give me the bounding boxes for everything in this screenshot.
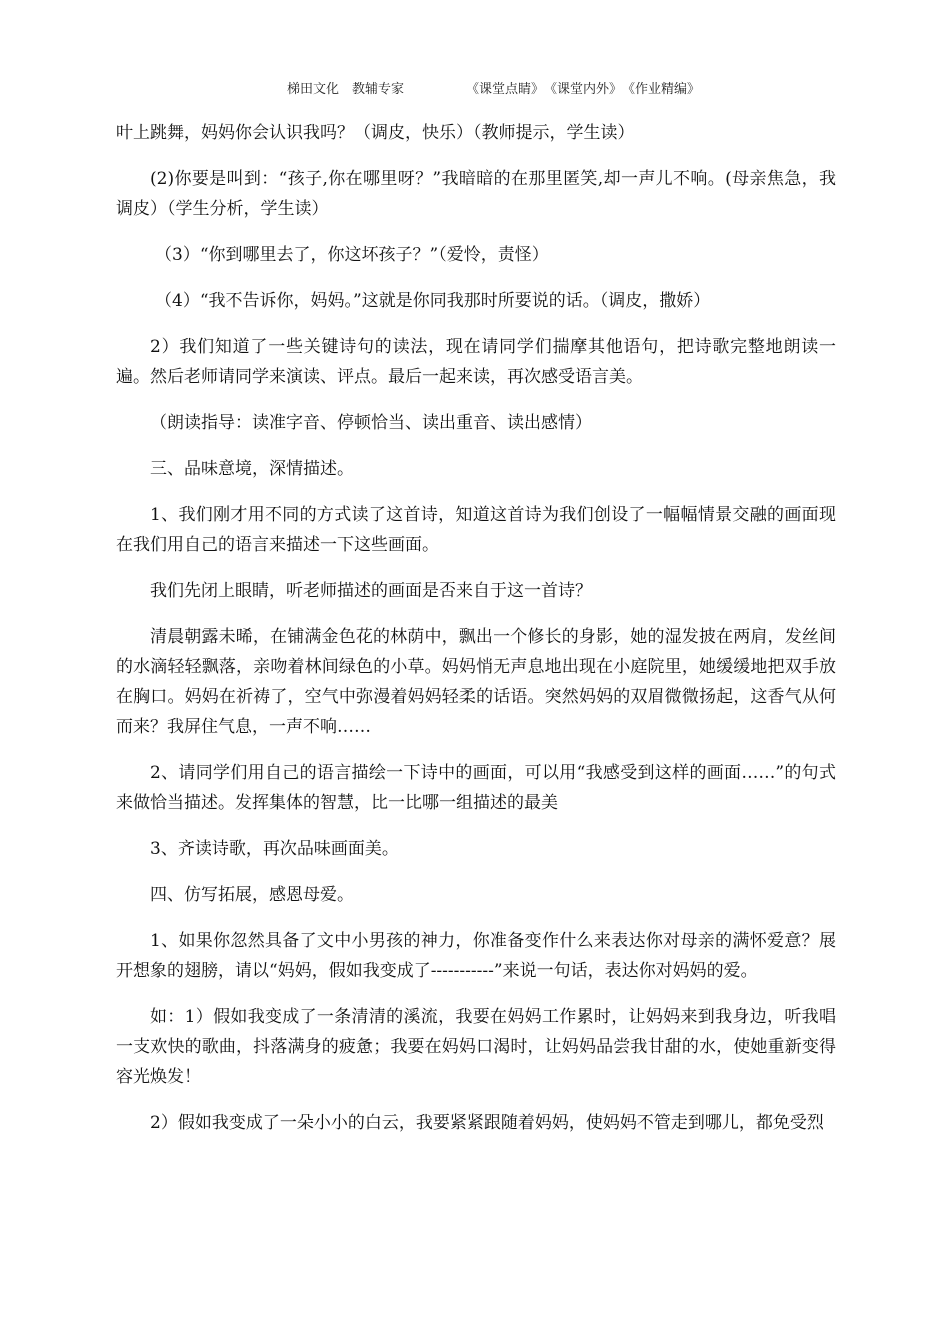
header-book-titles: 《课堂点睛》 《课堂内外》 《作业精编》 bbox=[466, 82, 701, 97]
paragraph: 我们先闭上眼睛，听老师描述的画面是否来自于这一首诗？ bbox=[150, 581, 592, 601]
paragraph: 3、齐读诗歌，再次品味画面美。 bbox=[150, 839, 399, 859]
paragraph: 2）我们知道了一些关键诗句的读法，现在请同学们揣摩其他语句，把诗歌完整地朗读一遍。然后老师请同学来演读、评点。最后一起来读，再次感受语言美。 bbox=[116, 337, 836, 387]
section-heading: 四、仿写拓展，感恩母爱。 bbox=[150, 885, 354, 905]
paragraph: 2）假如我变成了一朵小小的白云，我要紧紧跟随着妈妈，使妈妈不管走到哪儿，都免受烈 bbox=[150, 1113, 824, 1133]
paragraph: (2)你要是叫到：“孩子,你在哪里呀？”我暗暗的在那里匿笑,却一声儿不响。(母亲焦急，我调皮）（学生分析，学生读） bbox=[116, 169, 836, 219]
paragraph: 2、请同学们用自己的语言描绘一下诗中的画面，可以用“我感受到这样的画面……”的句式来做恰当描述。发挥集体的智慧，比一比哪一组描述的最美 bbox=[116, 763, 836, 813]
header-brand: 梯田文化 教辅专家 bbox=[287, 82, 405, 97]
paragraph: 清晨朝露未晞，在铺满金色花的林荫中，飘出一个修长的身影，她的湿发披在两肩，发丝间的水滴轻轻飘落，亲吻着林间绿色的小草。妈妈悄无声息地出现在小庭院里，她缓缓地把双手放在胸口。妈妈在祈祷了，空气中弥漫着妈妈轻柔的话语。突然妈妈的双眉微微扬起，这香气从何而来？我屏住气息，一声不响…… bbox=[116, 627, 836, 737]
paragraph: （朗读指导：读准字音、停顿恰当、读出重音、读出感情） bbox=[150, 413, 592, 433]
paragraph: 如：1）假如我变成了一条清清的溪流，我要在妈妈工作累时，让妈妈来到我身边，听我唱一支欢快的歌曲，抖落满身的疲惫；我要在妈妈口渴时，让妈妈品尝我甘甜的水，使她重新变得容光焕发！ bbox=[116, 1007, 836, 1087]
paragraph: （4）“我不告诉你，妈妈。”这就是你同我那时所要说的话。（调皮，撒娇） bbox=[155, 291, 711, 311]
section-heading: 三、品味意境，深情描述。 bbox=[150, 459, 354, 479]
document-body bbox=[116, 118, 836, 1138]
paragraph: 叶上跳舞，妈妈你会认识我吗？（调皮，快乐）（教师提示，学生读） bbox=[116, 123, 635, 143]
paragraph: （3）“你到哪里去了，你这坏孩子？”（爱怜，责怪） bbox=[155, 245, 549, 265]
paragraph: 1、如果你忽然具备了文中小男孩的神力，你准备变作什么来表达你对母亲的满怀爱意？展开想象的翅膀，请以“妈妈，假如我变成了-----------”来说一句话，表达你对妈妈的爱。 bbox=[116, 931, 836, 981]
paragraph: 1、我们刚才用不同的方式读了这首诗，知道这首诗为我们创设了一幅幅情景交融的画面现在我们用自己的语言来描述一下这些画面。 bbox=[116, 505, 836, 555]
